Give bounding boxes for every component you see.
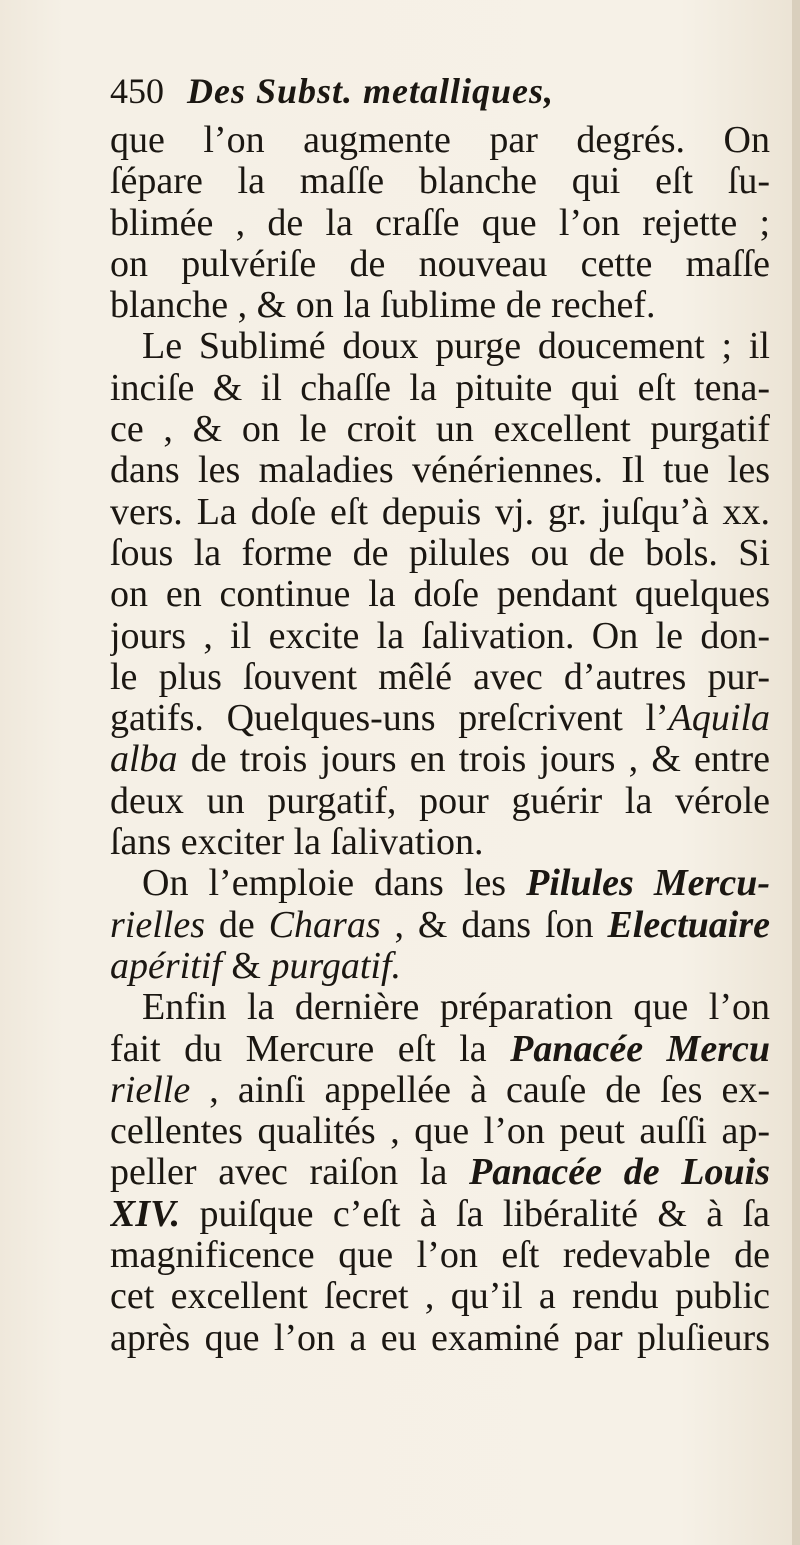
running-header: [110, 70, 770, 120]
text-line: [110, 203, 770, 244]
page-number: 450: [110, 71, 164, 111]
text-segment: inciſe & il chaſſe la pituite qui eſt tena-: [110, 367, 770, 409]
text-segment: rielles: [110, 904, 205, 946]
text-segment: apéritif: [110, 945, 222, 987]
text-segment: vers. La doſe eſt depuis vj. gr. juſqu’à xx.: [110, 491, 770, 533]
text-line: [110, 1276, 770, 1317]
text-segment: blanche , & on la ſublime de rechef.: [110, 285, 656, 327]
text-segment: puiſque c’eſt à ſa libéralité & à ſa: [180, 1193, 770, 1235]
text-segment: purgatif.: [270, 945, 402, 987]
text-line: [110, 574, 770, 615]
text-segment: Charas: [268, 904, 381, 946]
text-segment: ſans exciter la ſalivation.: [110, 822, 484, 864]
text-segment: , & dans ſon: [380, 904, 608, 946]
text-line: [110, 326, 770, 367]
text-segment: rielle: [110, 1069, 191, 1111]
running-title: Des Subst. metalliques,: [187, 71, 555, 111]
text-line: [110, 1318, 770, 1359]
text-line: [110, 987, 770, 1028]
text-line: [110, 863, 770, 904]
text-segment: fait du Mercure eſt la: [110, 1028, 511, 1070]
text-line: [110, 492, 770, 533]
text-line: [110, 1029, 770, 1070]
text-segment: deux un purgatif, pour guérir la vérole: [110, 780, 770, 822]
text-line: [110, 1194, 770, 1235]
text-segment: jours , il excite la ſalivation. On le don-: [110, 615, 770, 657]
text-segment: Le Sublimé doux purge doucement ; il: [142, 326, 770, 368]
text-line: [110, 698, 770, 739]
body-text: [110, 120, 770, 1359]
text-segment: Aquila: [668, 698, 770, 740]
text-line: [110, 905, 770, 946]
text-line: [110, 822, 770, 863]
text-segment: Electuaire: [607, 904, 770, 946]
text-line: [110, 285, 770, 326]
text-segment: que l’on augmente par degrés. On: [110, 120, 770, 161]
text-segment: Panacée de Louis: [469, 1152, 770, 1194]
text-segment: gatifs. Quelques-uns preſcrivent l’: [110, 698, 669, 740]
text-line: [110, 781, 770, 822]
text-segment: ce , & on le croit un excellent purgatif: [110, 409, 770, 451]
text-segment: XIV.: [110, 1193, 181, 1235]
text-segment: magnificence que l’on eſt redevable de: [110, 1235, 770, 1277]
text-segment: alba: [110, 739, 178, 781]
text-segment: cellentes qualités , que l’on peut auſſi ap-: [110, 1111, 770, 1153]
text-segment: , ainſi appellée à cauſe de ſes ex-: [190, 1069, 770, 1111]
text-line: [110, 533, 770, 574]
text-line: [110, 657, 770, 698]
text-line: [110, 450, 770, 491]
text-line: [110, 1111, 770, 1152]
text-line: [110, 739, 770, 780]
text-segment: Pilules Mercu-: [526, 863, 770, 905]
text-line: [110, 946, 770, 987]
text-segment: &: [221, 945, 271, 987]
text-segment: on en continue la doſe pendant quelques: [110, 574, 770, 616]
text-segment: Enfin la dernière préparation que l’on: [142, 987, 770, 1029]
text-line: [110, 616, 770, 657]
text-segment: peller avec raiſon la: [110, 1152, 470, 1194]
text-line: [110, 1235, 770, 1276]
text-segment: après que l’on a eu examiné par pluſieurs: [110, 1317, 770, 1359]
text-segment: ſous la forme de pilules ou de bols. Si: [110, 532, 770, 574]
text-line: [110, 1070, 770, 1111]
text-segment: de trois jours en trois jours , & entre: [177, 739, 770, 781]
text-line: [110, 368, 770, 409]
text-segment: cet excellent ſecret , qu’il a rendu public: [110, 1276, 770, 1318]
text-segment: On l’emploie dans les: [142, 863, 527, 905]
text-segment: Panacée Mercu: [510, 1028, 770, 1070]
page-edge: [792, 0, 800, 1545]
text-segment: de: [204, 904, 269, 946]
text-segment: blimée , de la craſſe que l’on rejette ;: [110, 202, 770, 244]
text-line: [110, 161, 770, 202]
text-segment: le plus ſouvent mêlé avec d’autres pur-: [110, 656, 770, 698]
text-segment: ſépare la maſſe blanche qui eſt ſu-: [110, 161, 770, 203]
text-segment: on pulvériſe de nouveau cette maſſe: [110, 243, 770, 285]
text-line: [110, 409, 770, 450]
text-line: [110, 1152, 770, 1193]
text-segment: dans les maladies vénériennes. Il tue les: [110, 450, 770, 492]
text-line: [110, 244, 770, 285]
text-line: [110, 120, 770, 161]
